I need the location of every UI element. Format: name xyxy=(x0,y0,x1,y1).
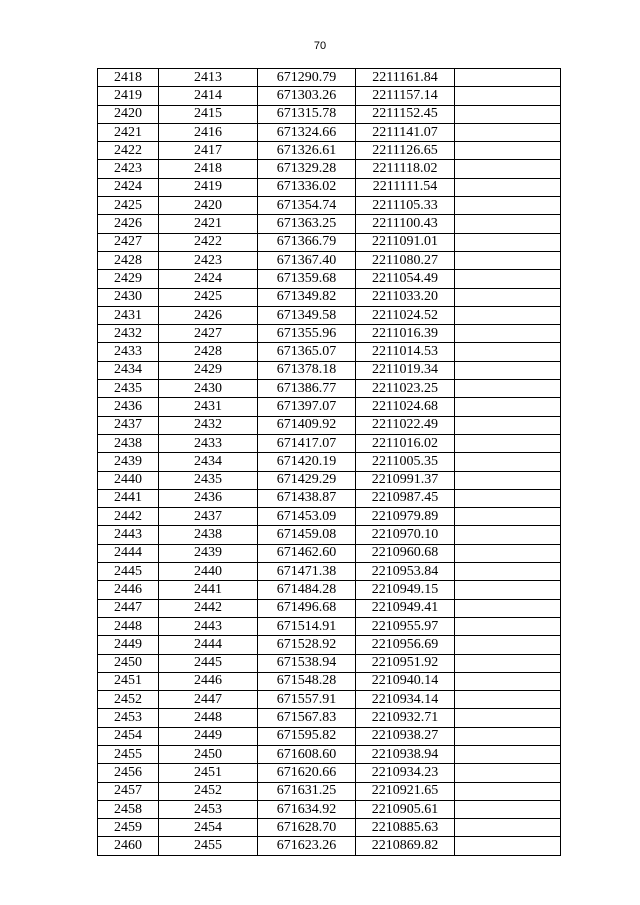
source-number-cell: 2435 xyxy=(159,471,258,489)
source-number-cell: 2416 xyxy=(159,123,258,141)
table-row xyxy=(98,599,561,617)
y-coordinate-cell: 2211024.52 xyxy=(356,306,455,324)
y-coordinate-cell: 2210934.14 xyxy=(356,691,455,709)
table-row xyxy=(98,453,561,471)
source-number-cell: 2424 xyxy=(159,270,258,288)
note-cell xyxy=(455,709,561,727)
table-row xyxy=(98,160,561,178)
note-cell xyxy=(455,617,561,635)
point-number-cell: 2456 xyxy=(98,764,159,782)
note-cell xyxy=(455,233,561,251)
table-row xyxy=(98,325,561,343)
y-coordinate-cell: 2211080.27 xyxy=(356,251,455,269)
x-coordinate-cell: 671429.29 xyxy=(258,471,356,489)
y-coordinate-cell: 2211005.35 xyxy=(356,453,455,471)
y-coordinate-cell: 2210921.65 xyxy=(356,782,455,800)
table-row xyxy=(98,270,561,288)
note-cell xyxy=(455,178,561,196)
source-number-cell: 2454 xyxy=(159,819,258,837)
y-coordinate-cell: 2210885.63 xyxy=(356,819,455,837)
x-coordinate-cell: 671459.08 xyxy=(258,526,356,544)
note-cell xyxy=(455,288,561,306)
x-coordinate-cell: 671453.09 xyxy=(258,508,356,526)
source-number-cell: 2436 xyxy=(159,489,258,507)
y-coordinate-cell: 2210955.97 xyxy=(356,617,455,635)
note-cell xyxy=(455,251,561,269)
table-row xyxy=(98,654,561,672)
x-coordinate-cell: 671354.74 xyxy=(258,197,356,215)
x-coordinate-cell: 671548.28 xyxy=(258,672,356,690)
table-row xyxy=(98,416,561,434)
point-number-cell: 2441 xyxy=(98,489,159,507)
table-row xyxy=(98,398,561,416)
table-row xyxy=(98,105,561,123)
x-coordinate-cell: 671349.82 xyxy=(258,288,356,306)
source-number-cell: 2433 xyxy=(159,434,258,452)
point-number-cell: 2426 xyxy=(98,215,159,233)
point-number-cell: 2433 xyxy=(98,343,159,361)
x-coordinate-cell: 671417.07 xyxy=(258,434,356,452)
source-number-cell: 2423 xyxy=(159,251,258,269)
source-number-cell: 2450 xyxy=(159,745,258,763)
note-cell xyxy=(455,691,561,709)
point-number-cell: 2430 xyxy=(98,288,159,306)
table-row xyxy=(98,380,561,398)
point-number-cell: 2440 xyxy=(98,471,159,489)
note-cell xyxy=(455,197,561,215)
y-coordinate-cell: 2211014.53 xyxy=(356,343,455,361)
y-coordinate-cell: 2210869.82 xyxy=(356,837,455,855)
note-cell xyxy=(455,819,561,837)
point-number-cell: 2435 xyxy=(98,380,159,398)
y-coordinate-cell: 2210991.37 xyxy=(356,471,455,489)
x-coordinate-cell: 671349.58 xyxy=(258,306,356,324)
table-row xyxy=(98,563,561,581)
table-row xyxy=(98,691,561,709)
x-coordinate-cell: 671471.38 xyxy=(258,563,356,581)
y-coordinate-cell: 2211091.01 xyxy=(356,233,455,251)
note-cell xyxy=(455,581,561,599)
coordinates-table xyxy=(97,68,561,856)
y-coordinate-cell: 2211054.49 xyxy=(356,270,455,288)
x-coordinate-cell: 671359.68 xyxy=(258,270,356,288)
table-row xyxy=(98,361,561,379)
table-row xyxy=(98,87,561,105)
note-cell xyxy=(455,142,561,160)
note-cell xyxy=(455,727,561,745)
x-coordinate-cell: 671386.77 xyxy=(258,380,356,398)
x-coordinate-cell: 671634.92 xyxy=(258,800,356,818)
source-number-cell: 2451 xyxy=(159,764,258,782)
note-cell xyxy=(455,434,561,452)
point-number-cell: 2422 xyxy=(98,142,159,160)
point-number-cell: 2432 xyxy=(98,325,159,343)
y-coordinate-cell: 2210987.45 xyxy=(356,489,455,507)
x-coordinate-cell: 671420.19 xyxy=(258,453,356,471)
y-coordinate-cell: 2210970.10 xyxy=(356,526,455,544)
source-number-cell: 2420 xyxy=(159,197,258,215)
note-cell xyxy=(455,416,561,434)
source-number-cell: 2455 xyxy=(159,837,258,855)
table-row xyxy=(98,819,561,837)
source-number-cell: 2432 xyxy=(159,416,258,434)
point-number-cell: 2450 xyxy=(98,654,159,672)
source-number-cell: 2438 xyxy=(159,526,258,544)
x-coordinate-cell: 671438.87 xyxy=(258,489,356,507)
point-number-cell: 2429 xyxy=(98,270,159,288)
y-coordinate-cell: 2210905.61 xyxy=(356,800,455,818)
y-coordinate-cell: 2211033.20 xyxy=(356,288,455,306)
note-cell xyxy=(455,361,561,379)
source-number-cell: 2437 xyxy=(159,508,258,526)
x-coordinate-cell: 671631.25 xyxy=(258,782,356,800)
table-row xyxy=(98,636,561,654)
table-row xyxy=(98,197,561,215)
note-cell xyxy=(455,453,561,471)
x-coordinate-cell: 671567.83 xyxy=(258,709,356,727)
source-number-cell: 2442 xyxy=(159,599,258,617)
x-coordinate-cell: 671365.07 xyxy=(258,343,356,361)
x-coordinate-cell: 671363.25 xyxy=(258,215,356,233)
point-number-cell: 2434 xyxy=(98,361,159,379)
table-row xyxy=(98,764,561,782)
point-number-cell: 2447 xyxy=(98,599,159,617)
point-number-cell: 2418 xyxy=(98,69,159,87)
y-coordinate-cell: 2210938.27 xyxy=(356,727,455,745)
point-number-cell: 2457 xyxy=(98,782,159,800)
source-number-cell: 2447 xyxy=(159,691,258,709)
note-cell xyxy=(455,636,561,654)
y-coordinate-cell: 2210956.69 xyxy=(356,636,455,654)
y-coordinate-cell: 2210934.23 xyxy=(356,764,455,782)
table-row xyxy=(98,581,561,599)
point-number-cell: 2443 xyxy=(98,526,159,544)
table-row xyxy=(98,782,561,800)
x-coordinate-cell: 671595.82 xyxy=(258,727,356,745)
note-cell xyxy=(455,544,561,562)
y-coordinate-cell: 2210949.41 xyxy=(356,599,455,617)
point-number-cell: 2442 xyxy=(98,508,159,526)
note-cell xyxy=(455,215,561,233)
point-number-cell: 2420 xyxy=(98,105,159,123)
point-number-cell: 2451 xyxy=(98,672,159,690)
note-cell xyxy=(455,87,561,105)
point-number-cell: 2454 xyxy=(98,727,159,745)
note-cell xyxy=(455,306,561,324)
y-coordinate-cell: 2210979.89 xyxy=(356,508,455,526)
table-row xyxy=(98,508,561,526)
note-cell xyxy=(455,599,561,617)
page-number: 70 xyxy=(313,40,327,52)
point-number-cell: 2436 xyxy=(98,398,159,416)
point-number-cell: 2449 xyxy=(98,636,159,654)
point-number-cell: 2445 xyxy=(98,563,159,581)
x-coordinate-cell: 671290.79 xyxy=(258,69,356,87)
point-number-cell: 2446 xyxy=(98,581,159,599)
y-coordinate-cell: 2211111.54 xyxy=(356,178,455,196)
table-row xyxy=(98,306,561,324)
table-row xyxy=(98,471,561,489)
point-number-cell: 2448 xyxy=(98,617,159,635)
point-number-cell: 2460 xyxy=(98,837,159,855)
y-coordinate-cell: 2211023.25 xyxy=(356,380,455,398)
table-row xyxy=(98,178,561,196)
note-cell xyxy=(455,398,561,416)
note-cell xyxy=(455,672,561,690)
table-row xyxy=(98,123,561,141)
source-number-cell: 2415 xyxy=(159,105,258,123)
point-number-cell: 2444 xyxy=(98,544,159,562)
source-number-cell: 2448 xyxy=(159,709,258,727)
source-number-cell: 2427 xyxy=(159,325,258,343)
note-cell xyxy=(455,654,561,672)
note-cell xyxy=(455,837,561,855)
note-cell xyxy=(455,343,561,361)
y-coordinate-cell: 2210953.84 xyxy=(356,563,455,581)
y-coordinate-cell: 2210960.68 xyxy=(356,544,455,562)
source-number-cell: 2419 xyxy=(159,178,258,196)
point-number-cell: 2419 xyxy=(98,87,159,105)
x-coordinate-cell: 671303.26 xyxy=(258,87,356,105)
x-coordinate-cell: 671538.94 xyxy=(258,654,356,672)
x-coordinate-cell: 671608.60 xyxy=(258,745,356,763)
note-cell xyxy=(455,764,561,782)
source-number-cell: 2426 xyxy=(159,306,258,324)
y-coordinate-cell: 2211019.34 xyxy=(356,361,455,379)
source-number-cell: 2434 xyxy=(159,453,258,471)
note-cell xyxy=(455,782,561,800)
source-number-cell: 2440 xyxy=(159,563,258,581)
y-coordinate-cell: 2211105.33 xyxy=(356,197,455,215)
table-row xyxy=(98,251,561,269)
point-number-cell: 2438 xyxy=(98,434,159,452)
point-number-cell: 2425 xyxy=(98,197,159,215)
y-coordinate-cell: 2211016.02 xyxy=(356,434,455,452)
y-coordinate-cell: 2211157.14 xyxy=(356,87,455,105)
source-number-cell: 2453 xyxy=(159,800,258,818)
y-coordinate-cell: 2211100.43 xyxy=(356,215,455,233)
point-number-cell: 2424 xyxy=(98,178,159,196)
point-number-cell: 2439 xyxy=(98,453,159,471)
point-number-cell: 2437 xyxy=(98,416,159,434)
note-cell xyxy=(455,800,561,818)
note-cell xyxy=(455,563,561,581)
point-number-cell: 2458 xyxy=(98,800,159,818)
y-coordinate-cell: 2210938.94 xyxy=(356,745,455,763)
coordinates-table-body xyxy=(98,69,561,856)
y-coordinate-cell: 2210932.71 xyxy=(356,709,455,727)
x-coordinate-cell: 671329.28 xyxy=(258,160,356,178)
x-coordinate-cell: 671484.28 xyxy=(258,581,356,599)
x-coordinate-cell: 671409.92 xyxy=(258,416,356,434)
table-row xyxy=(98,745,561,763)
point-number-cell: 2455 xyxy=(98,745,159,763)
note-cell xyxy=(455,745,561,763)
x-coordinate-cell: 671462.60 xyxy=(258,544,356,562)
source-number-cell: 2430 xyxy=(159,380,258,398)
source-number-cell: 2444 xyxy=(159,636,258,654)
table-row xyxy=(98,727,561,745)
note-cell xyxy=(455,270,561,288)
x-coordinate-cell: 671557.91 xyxy=(258,691,356,709)
x-coordinate-cell: 671514.91 xyxy=(258,617,356,635)
x-coordinate-cell: 671355.96 xyxy=(258,325,356,343)
table-row xyxy=(98,288,561,306)
x-coordinate-cell: 671620.66 xyxy=(258,764,356,782)
x-coordinate-cell: 671367.40 xyxy=(258,251,356,269)
y-coordinate-cell: 2211118.02 xyxy=(356,160,455,178)
x-coordinate-cell: 671326.61 xyxy=(258,142,356,160)
x-coordinate-cell: 671336.02 xyxy=(258,178,356,196)
y-coordinate-cell: 2211126.65 xyxy=(356,142,455,160)
point-number-cell: 2428 xyxy=(98,251,159,269)
y-coordinate-cell: 2211016.39 xyxy=(356,325,455,343)
table-row xyxy=(98,343,561,361)
x-coordinate-cell: 671623.26 xyxy=(258,837,356,855)
y-coordinate-cell: 2210949.15 xyxy=(356,581,455,599)
x-coordinate-cell: 671315.78 xyxy=(258,105,356,123)
note-cell xyxy=(455,105,561,123)
source-number-cell: 2452 xyxy=(159,782,258,800)
note-cell xyxy=(455,325,561,343)
note-cell xyxy=(455,160,561,178)
y-coordinate-cell: 2211022.49 xyxy=(356,416,455,434)
note-cell xyxy=(455,123,561,141)
point-number-cell: 2459 xyxy=(98,819,159,837)
y-coordinate-cell: 2211152.45 xyxy=(356,105,455,123)
note-cell xyxy=(455,69,561,87)
table-row xyxy=(98,526,561,544)
note-cell xyxy=(455,380,561,398)
source-number-cell: 2417 xyxy=(159,142,258,160)
source-number-cell: 2443 xyxy=(159,617,258,635)
table-row xyxy=(98,142,561,160)
table-row xyxy=(98,233,561,251)
table-row xyxy=(98,672,561,690)
table-row xyxy=(98,434,561,452)
table-row xyxy=(98,837,561,855)
y-coordinate-cell: 2210940.14 xyxy=(356,672,455,690)
point-number-cell: 2453 xyxy=(98,709,159,727)
x-coordinate-cell: 671324.66 xyxy=(258,123,356,141)
source-number-cell: 2425 xyxy=(159,288,258,306)
note-cell xyxy=(455,508,561,526)
x-coordinate-cell: 671628.70 xyxy=(258,819,356,837)
source-number-cell: 2441 xyxy=(159,581,258,599)
source-number-cell: 2414 xyxy=(159,87,258,105)
point-number-cell: 2427 xyxy=(98,233,159,251)
y-coordinate-cell: 2211161.84 xyxy=(356,69,455,87)
x-coordinate-cell: 671366.79 xyxy=(258,233,356,251)
source-number-cell: 2431 xyxy=(159,398,258,416)
source-number-cell: 2421 xyxy=(159,215,258,233)
source-number-cell: 2428 xyxy=(159,343,258,361)
x-coordinate-cell: 671397.07 xyxy=(258,398,356,416)
table-row xyxy=(98,489,561,507)
x-coordinate-cell: 671528.92 xyxy=(258,636,356,654)
table-row xyxy=(98,69,561,87)
source-number-cell: 2422 xyxy=(159,233,258,251)
y-coordinate-cell: 2211141.07 xyxy=(356,123,455,141)
point-number-cell: 2452 xyxy=(98,691,159,709)
note-cell xyxy=(455,471,561,489)
x-coordinate-cell: 671378.18 xyxy=(258,361,356,379)
table-row xyxy=(98,617,561,635)
source-number-cell: 2445 xyxy=(159,654,258,672)
table-row xyxy=(98,215,561,233)
point-number-cell: 2421 xyxy=(98,123,159,141)
source-number-cell: 2446 xyxy=(159,672,258,690)
table-row xyxy=(98,800,561,818)
point-number-cell: 2423 xyxy=(98,160,159,178)
table-row xyxy=(98,709,561,727)
source-number-cell: 2449 xyxy=(159,727,258,745)
note-cell xyxy=(455,489,561,507)
point-number-cell: 2431 xyxy=(98,306,159,324)
x-coordinate-cell: 671496.68 xyxy=(258,599,356,617)
y-coordinate-cell: 2211024.68 xyxy=(356,398,455,416)
source-number-cell: 2413 xyxy=(159,69,258,87)
note-cell xyxy=(455,526,561,544)
source-number-cell: 2429 xyxy=(159,361,258,379)
source-number-cell: 2418 xyxy=(159,160,258,178)
table-row xyxy=(98,544,561,562)
source-number-cell: 2439 xyxy=(159,544,258,562)
y-coordinate-cell: 2210951.92 xyxy=(356,654,455,672)
